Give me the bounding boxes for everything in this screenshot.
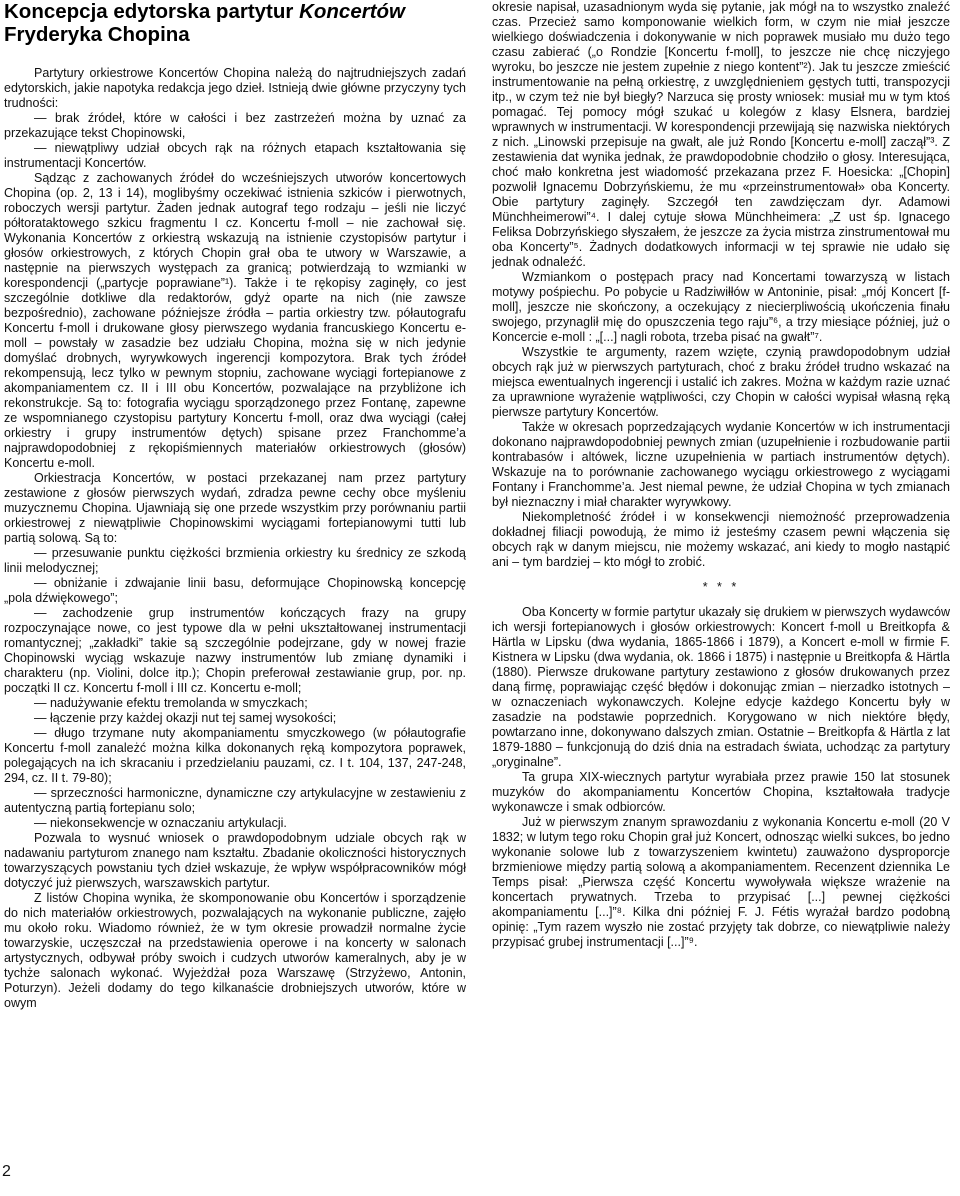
paragraph: Ta grupa XIX-wiecznych partytur wyrabiała przez prawie 150 lat stosunek muzyków do akompaniamentu Koncertów Chopina, kształtowała tradycje wykonawcze i smak odbiorców. [492, 770, 950, 814]
paragraph: Z listów Chopina wynika, że skomponowanie obu Koncertów i sporządzenie do nich materiałów orkiestrowych, pozwalających na wykonanie publiczne, zajęło mu około roku. Wiadomo również, że w tym okresie prowadził normalne życie towarzyskie, uczęszczał na przedstawienia operowe i na koncerty w salonach artystycznych, odbywał próby swoich i cudzych utworów kameralnych, aby je w tychże salonach wykonać. Wyjeżdżał poza Warszawę (Strzyżewo, Antonin, Poturzyn). Jeżeli dodamy do tego kilkanaście drobniejszych utworów, które w owym [4, 891, 466, 1010]
list-item: — sprzeczności harmoniczne, dynamiczne czy artykulacyjne w zestawieniu z autentyczną partią fortepianu solo; [4, 786, 466, 815]
list-item: — niewątpliwy udział obcych rąk na różnych etapach kształtowania się instrumentacji Koncertów. [4, 141, 466, 170]
list-item: — łączenie przy każdej okazji nut tej samej wysokości; [34, 711, 337, 725]
paragraph: Wzmiankom o postępach pracy nad Koncertami towarzyszą w listach motywy pośpiechu. Po pobycie u Radziwiłłów w Antoninie, pisał: „mój Koncert [f-moll], jeszcze nie skończony, a oczekujący z niecierpliwością ukończenia finału swojego, przynaglił mię do opuszczenia tego raju”⁶, a trzy miesiące później, już o Koncercie e-moll : „[...] nagli robota, trzeba pisać na gwałt”⁷. [492, 270, 950, 344]
paragraph: Wszystkie te argumenty, razem wzięte, czynią prawdopodobnym udział obcych rąk już w pierwszych partyturach, choć z braku źródeł trudno wskazać na miejsca ewentualnych ingerencji i ustalić ich zakres. Można w każdym razie uznać za uprawnione wyrażenie wątpliwości, czy Chopin w całości wypisał własną ręką pierwsze partytury Koncertów. [492, 345, 950, 419]
title-part1: Koncepcja edytorska partytur [4, 0, 300, 23]
page-title [4, 0, 466, 46]
section-separator: * * * [702, 580, 740, 594]
title-line2: Fryderyka Chopina [4, 23, 190, 46]
page-number: 2 [2, 1163, 11, 1180]
paragraph: Także w okresach poprzedzających wydanie Koncertów w ich instrumentacji dokonano najprawdopodobniej pewnych zmian (uzupełnienie i rozbudowanie partii kontrabasów i altówek, liczne uzupełnienia w partiach instrumentów dętych). Wskazuje na to porównanie zachowanego wyciągu orkiestrowego z wyciągami Fontany i Franchomme’a. Jest niemal pewne, że udział Chopina w tych zmianach był nieznaczny i miał charakter wyrywkowy. [492, 420, 950, 509]
paragraph: Oba Koncerty w formie partytur ukazały się drukiem w pierwszych wydawców ich wersji fortepianowych i głosów orkiestrowych: Koncert f-moll u Breitkopfa & Härtla w Lipsku (dwa wydania, 1865-1866 i 1879), a Koncert e-moll w firmie F. Kistnera w Lipsku (dwa wydania, ok. 1866 i 1875) i następnie u Breitkopfa & Härtla (1880). Pierwsze drukowane partytury zestawiono z głosów drukowanych przez daną firmę, poprawiając część błędów i dokonując zmian – nierzadko istotnych – w oznaczeniach wykonawczych. Kolejne edycje każdego Koncertu były w zasadzie na podstawie poprzednich. Korygowano w nich niektóre błędy, powtarzano inne, dokonywano dalszych zmian. Ostatnie – Breitkopfa & Härtla z lat 1879-1880 – funkcjonują do dziś dnia na estradach świata, uchodząc za partytury „oryginalne”. [492, 605, 950, 769]
list-item: — niekonsekwencje w oznaczaniu artykulacji. [34, 816, 287, 830]
paragraph: Niekompletność źródeł i w konsekwencji niemożność przeprowadzenia dokładnej filiacji powodują, że mimo iż jesteśmy czasem pewni włączenia się obcych rąk w danym miejscu, nie możemy wskazać, ani kiedy to mogło nastąpić ani – tym bardziej – kto mógł to zrobić. [492, 510, 950, 569]
left-column [4, 0, 466, 1011]
list-item: — brak źródeł, które w całości i bez zastrzeżeń można by uznać za przekazujące tekst Chopinowski, [4, 111, 466, 140]
right-column [492, 0, 950, 950]
paragraph: Partytury orkiestrowe Koncertów Chopina należą do najtrudniejszych zadań edytorskich, jakie napotyka redakcja jego dzieł. Istnieją dwie główne przyczyny tych trudności: [4, 66, 466, 110]
paragraph: Pozwala to wysnuć wniosek o prawdopodobnym udziale obcych rąk w nadawaniu partyturom znanego nam kształtu. Zbadanie okoliczności historycznych towarzyszących powstaniu tych dzieł wskazuje, że wpływ współpracowników mógł dotyczyć już pierwszych, warszawskich partytur. [4, 831, 466, 890]
list-item: — zachodzenie grup instrumentów kończących frazy na grupy rozpoczynające nowe, co jest typowe dla w pełni ukształtowanej instrumentacji romantycznej; „zakładki” takie są szczególnie podejrzane, gdy w nowej frazie Chopinowski wyciąg wskazuje nazwy instrumentów lub zmianę dynamiki i charakteru (np. Violini, dolce itp.); Chopin preferował zestawianie grup, por. np. początki II cz. Koncertu f-moll i III cz. Koncertu e-moll; [4, 606, 466, 695]
paragraph: Orkiestracja Koncertów, w postaci przekazanej nam przez partytury zestawione z głosów pierwszych wydań, zdradza pewne cechy obce myśleniu muzycznemu Chopina. Ujawniają się one przede wszystkim przy porównaniu partii orkiestrowej z niewątpliwie Chopinowskimi wyciągami fortepianowymi tutti lub partią solową. Są to: [4, 471, 466, 545]
list-item: — długo trzymane nuty akompaniamentu smyczkowego (w półautografie Koncertu f-moll zanależć można kilka dokonanych ręką kompozytora poprawek, polegających na ich skracaniu i przedzielaniu pauzami, cz. I t. 104, 137, 247-248, 294, cz. II t. 79-80); [4, 726, 466, 785]
paragraph: Już w pierwszym znanym sprawozdaniu z wykonania Koncertu e-moll (20 V 1832; w lutym tego roku Chopin grał już Koncert, odnosząc wielki sukces, bo jedno wykonanie solowe lub z towarzyszeniem kwintetu) zauważono dysproporcje brzmieniowe między partią solową a akompaniamentem. Recenzent dziennika Le Temps pisał: „Pierwsza część Koncertu wywoływała większe wrażenie na koncertach prywatnych. Trzeba to przypisać [...] pewnej ciężkości akompaniamentu [...]”⁸. Kilka dni później F. J. Fétis wyrażał bardzo podobną opinię: „Tym razem wyszło nie zostać przyjęty tak dobrze, co niewątpliwie należy przypisać grubej instrumentacji [...]”⁹. [492, 815, 950, 949]
list-item: — przesuwanie punktu ciężkości brzmienia orkiestry ku średnicy ze szkodą linii melodycznej; [4, 546, 466, 575]
list-item: — nadużywanie efektu tremolanda w smyczkach; [34, 696, 308, 710]
paragraph: Sądząc z zachowanych źródeł do wcześniejszych utworów koncertowych Chopina (op. 2, 13 i 14), moglibyśmy oczekiwać istnienia szkiców i pierwotnych, roboczych wersji partytur. Żaden jednak autograf tego rodzaju – jeśli nie liczyć półtorataktowego szkicu fragmentu I cz. Koncertu f-moll – nie zachował się. Wykonania Koncertów z orkiestrą wskazują na istnienie czystopisów partytur i głosów orkiestrowych, z których Chopin grał oba te utwory w Warszawie, a następnie na pierwszych występach za granicą; potwierdzają to wzmianki w korespondencji („partycje poprawiane”¹). Także i te rękopisy zaginęły, co jest szczególnie dotkliwe dla redaktorów, gdyż oparte na nich (nie zawsze bezpośrednio), zachowane późniejsze źródła – partia orkiestry tzw. półautografu Koncertu f-moll i drukowane głosy pierwszego wydania francuskiego Koncertu e-moll – powstały w zasadzie bez udziału Chopina, można się w nich jedynie domyślać drobnych, wyrywkowych ingerencji kompozytora. Brak tych źródeł rekompensują, lecz tylko w pewnym stopniu, zachowane wyciągi fortepianowe z akompaniamentem cz. II i III obu Koncertów, pozwalające na przybliżone ich rekonstrukcje. Są to: fotografia wyciągu sporządzonego przez Fontanę, zapewne ze wspomnianego czystopisu partytury Koncertu f-moll, oraz dwa wyciągi (całej orkiestry i grupy instrumentów dętych) spisane przez Franchomme’a najprawdopodobniej z rękopiśmiennych materiałów orkiestrowych (głosów) Koncertu e-moll. [4, 171, 466, 470]
title-part2: Koncertów [299, 0, 406, 23]
list-item: — obniżanie i zdwajanie linii basu, deformujące Chopinowską koncepcję „pola dźwiękowego”; [4, 576, 466, 605]
paragraph: okresie napisał, uzasadnionym wyda się pytanie, jak mógł na to wszystko znaleźć czas. Przecież samo komponowanie wielkich form, w czym nie miał jeszcze wielkiego doświadczenia i dokonywanie w nich poprawek musiało mu dużo tego czasu zabierać („o Rondzie [Koncertu f-moll], to jeszcze nie chcę niczyjego wyroku, bo jeszcze nie jestem zupełnie z niego kontent”²). Jak tu jeszcze zmieścić instrumentowanie na pełną orkiestrę, z uwzględnieniem gęstych tutti, transpozycji itp., w czym też nie był biegły? Narzuca się prosty wniosek: musiał mu w tym ktoś pomagać. Tej pomocy mógł szukać u kolegów z klasy Elsnera, bardziej wprawnych w instrumentacji. W korespondencji przewijają się nazwiska niektórych z nich. „Linowski przepisuje na gwałt, ale już Rondo [Koncertu e-moll] zaczął”³. Z zestawienia dat wynika jednak, że prawdopodobnie chodziło o głosy. Interesująca, choć mało konkretna jest wiadomość przekazana przez F. Hoesicka: „[Chopin] pozwolił Ignacemu Dobrzyńskiemu, że mu «przeinstrumentował» oba Koncerty. Obie partytury zaginęły. Szczegół ten zawdzięczam dyr. Adamowi Münchheimerowi”⁴. I dalej cytuje słowa Münchheimera: „Z ust śp. Ignacego Feliksa Dobrzyńskiego słyszałem, że jeszcze za życia mistrza zinstrumentował mu oba Koncerty”⁵. Żadnych dodatkowych informacji w tej sprawie nie udało się jednak odnaleźć. [492, 0, 950, 269]
